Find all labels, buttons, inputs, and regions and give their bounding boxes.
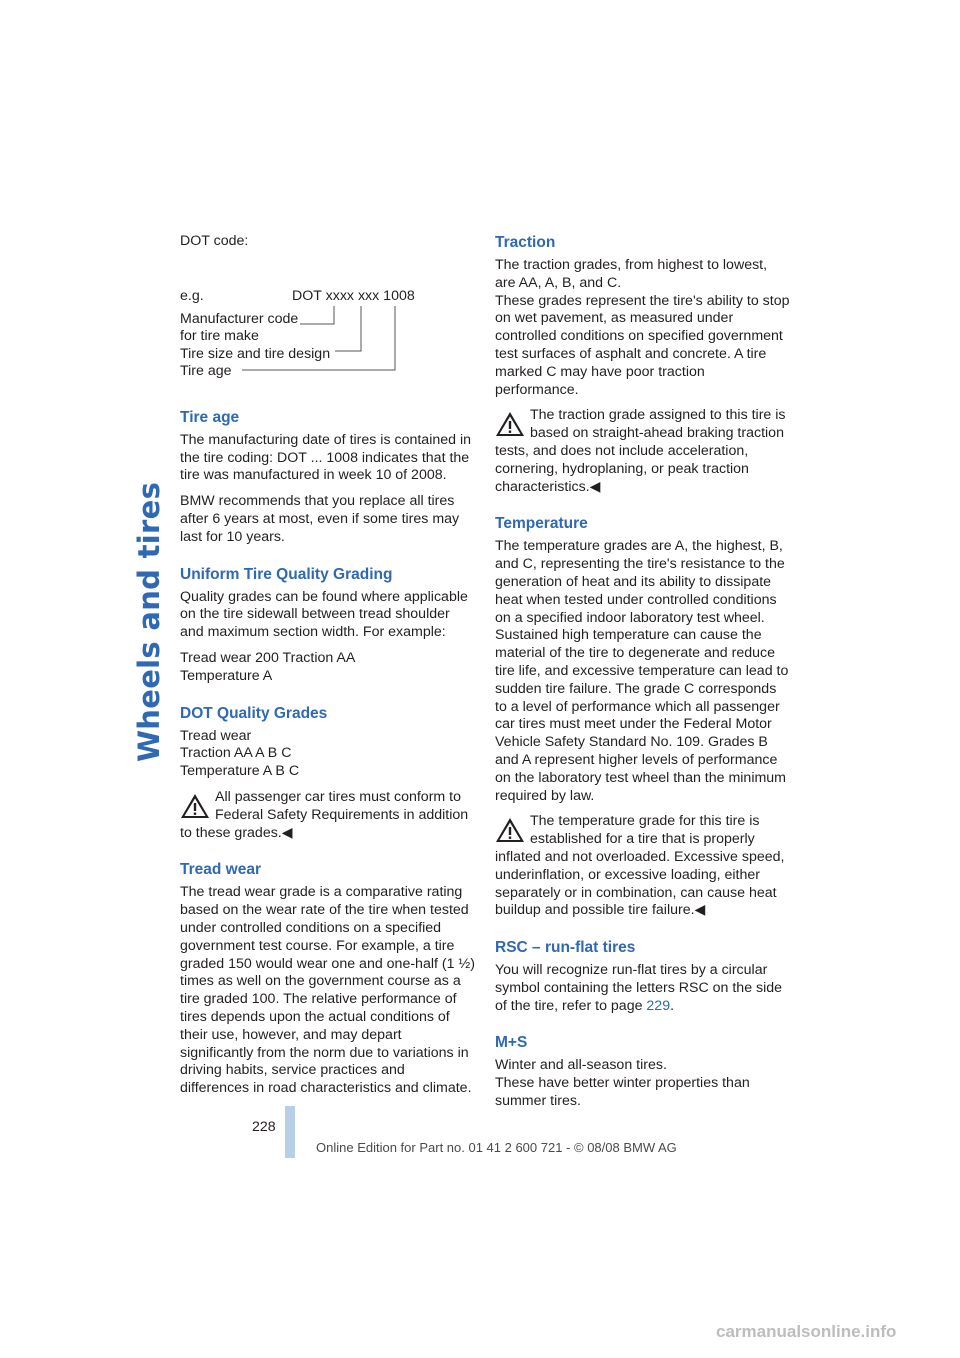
tire-age-p1: The manufacturing date of tires is contained in the tire coding: DOT ... 1008 indicates that the tire was manufactured in week 10 of 2008.: [180, 431, 472, 484]
dot-grades-line1: Tread wear: [180, 727, 252, 744]
temperature-p1: The temperature grades are A, the highest, B, and C, representing the tire's resistance to the generation of heat and its ability to dissipate heat when tested under controlled conditions on a specified indoor laboratory test wheel. Sustained high temperature can cause the material of the tire to degenerate and reduce tire life, and excessive temperature can lead to sudden tire failure. The grade C corresponds to a level of performance which all passenger car tires must meet under the Federal Motor Vehicle Safety Standard No. 109. Grades B and A represent higher levels of performance on the laboratory test wheel than the minimum required by law.: [495, 538, 789, 804]
dot-code-diagram: [180, 259, 475, 384]
traction-warning: [495, 407, 791, 496]
warning-triangle-icon: [495, 817, 525, 843]
traction-p1-line1: The traction grades, from highest to lowest, are AA, A, B, and C.: [495, 257, 768, 291]
rsc-p1-before: You will recognize run-flat tires by a circular symbol containing the letters RSC on the side of the tire, refer to page: [495, 962, 783, 1014]
tire-age-p2: BMW recommends that you replace all tires after 6 years at most, even if some tires may last for 10 years.: [180, 493, 460, 545]
traction-warning-first: The traction grade assigned to this tire is based on straight-ahead braking traction: [530, 407, 786, 442]
dot-grades-line3: Temperature A B C: [180, 763, 300, 780]
dot-code-label: DOT code:: [180, 233, 249, 249]
right-column: [495, 233, 791, 1119]
temperature-warning-rest: inflated and not overloaded. Excessive speed, underinflation, or excessive loading, either separately or in combination, can cause heat buildup and possible tire failure.◀: [495, 848, 785, 919]
diagram-eg: e.g.: [180, 287, 204, 304]
ms-line2: These have better winter properties than summer tires.: [495, 1075, 750, 1110]
diagram-manufacturer-line1: Manufacturer code: [180, 310, 299, 327]
utqg-example-line1: Tread wear 200 Traction AA: [180, 649, 356, 666]
tread-wear-p1: The tread wear grade is a comparative rating based on the wear rate of the tire when tested under controlled conditions on a specified government test course. For example, a tire graded 150 would wear one and one-half (1 ½) times as well on the government course as a tire graded 100. The relative performance of tires depends upon the actual conditions of their use, however, and may depart significantly from the norm due to variations in driving habits, service practices and differences in road characteristics and climate.: [180, 884, 475, 1097]
dot-grades-warning: [180, 789, 475, 842]
dot-grades-warning-rest: to these grades.◀: [180, 824, 293, 841]
diagram-dot-code: DOT xxxx xxx 1008: [292, 287, 415, 304]
traction-p1-line2: These grades represent the tire's ability to stop on wet pavement, as measured under controlled conditions on specified government test surfaces of asphalt and concrete. A tire marked C may have poor traction performance.: [495, 292, 790, 398]
page-229-link[interactable]: 229: [646, 997, 671, 1014]
edition-text: Online Edition for Part no. 01 41 2 600 721 - © 08/08 BMW AG: [316, 1140, 677, 1155]
heading-traction: Traction: [495, 234, 556, 251]
diagram-tire-age: Tire age: [180, 362, 232, 379]
heading-dot-grades: DOT Quality Grades: [180, 704, 328, 722]
diagram-size-design: Tire size and tire design: [180, 345, 331, 362]
dot-grades-warning-first: All passenger car tires must conform to Federal Safety Requirements in addition: [215, 788, 469, 823]
footer-accent-bar: [285, 1106, 295, 1158]
section-title: Wheels and tires: [132, 481, 166, 762]
dot-grades-line2: Traction AA A B C: [180, 745, 292, 762]
heading-rsc: RSC – run-flat tires: [495, 939, 636, 957]
rsc-p1-after: .: [670, 997, 675, 1014]
warning-triangle-icon: [495, 411, 525, 437]
warning-triangle-icon: [180, 793, 210, 819]
watermark-text: carmanualsonline.info: [716, 1322, 897, 1341]
temperature-warning-first: The temperature grade for this tire is established for a tire that is properly: [530, 813, 760, 848]
heading-tire-age: Tire age: [180, 408, 240, 426]
utqg-p1: Quality grades can be found where applicable on the tire sidewall between tread shoulder and maximum section width. For example:: [180, 588, 468, 641]
temperature-warning: [495, 813, 791, 920]
traction-warning-rest: tests, and does not include acceleration, cornering, hydroplaning, or peak traction characteristics.◀: [495, 442, 749, 495]
heading-ms: M+S: [495, 1034, 528, 1052]
ms-line1: Winter and all-season tires.: [495, 1057, 667, 1074]
diagram-manufacturer-line2: for tire make: [180, 327, 259, 344]
left-column: [180, 233, 475, 1106]
rsc-p1: [495, 962, 791, 1015]
heading-temperature: Temperature: [495, 515, 588, 533]
utqg-example-line2: Temperature A: [180, 667, 273, 684]
page-number: 228: [252, 1119, 276, 1135]
heading-tread-wear: Tread wear: [180, 861, 261, 879]
heading-utqg: Uniform Tire Quality Grading: [180, 565, 393, 583]
